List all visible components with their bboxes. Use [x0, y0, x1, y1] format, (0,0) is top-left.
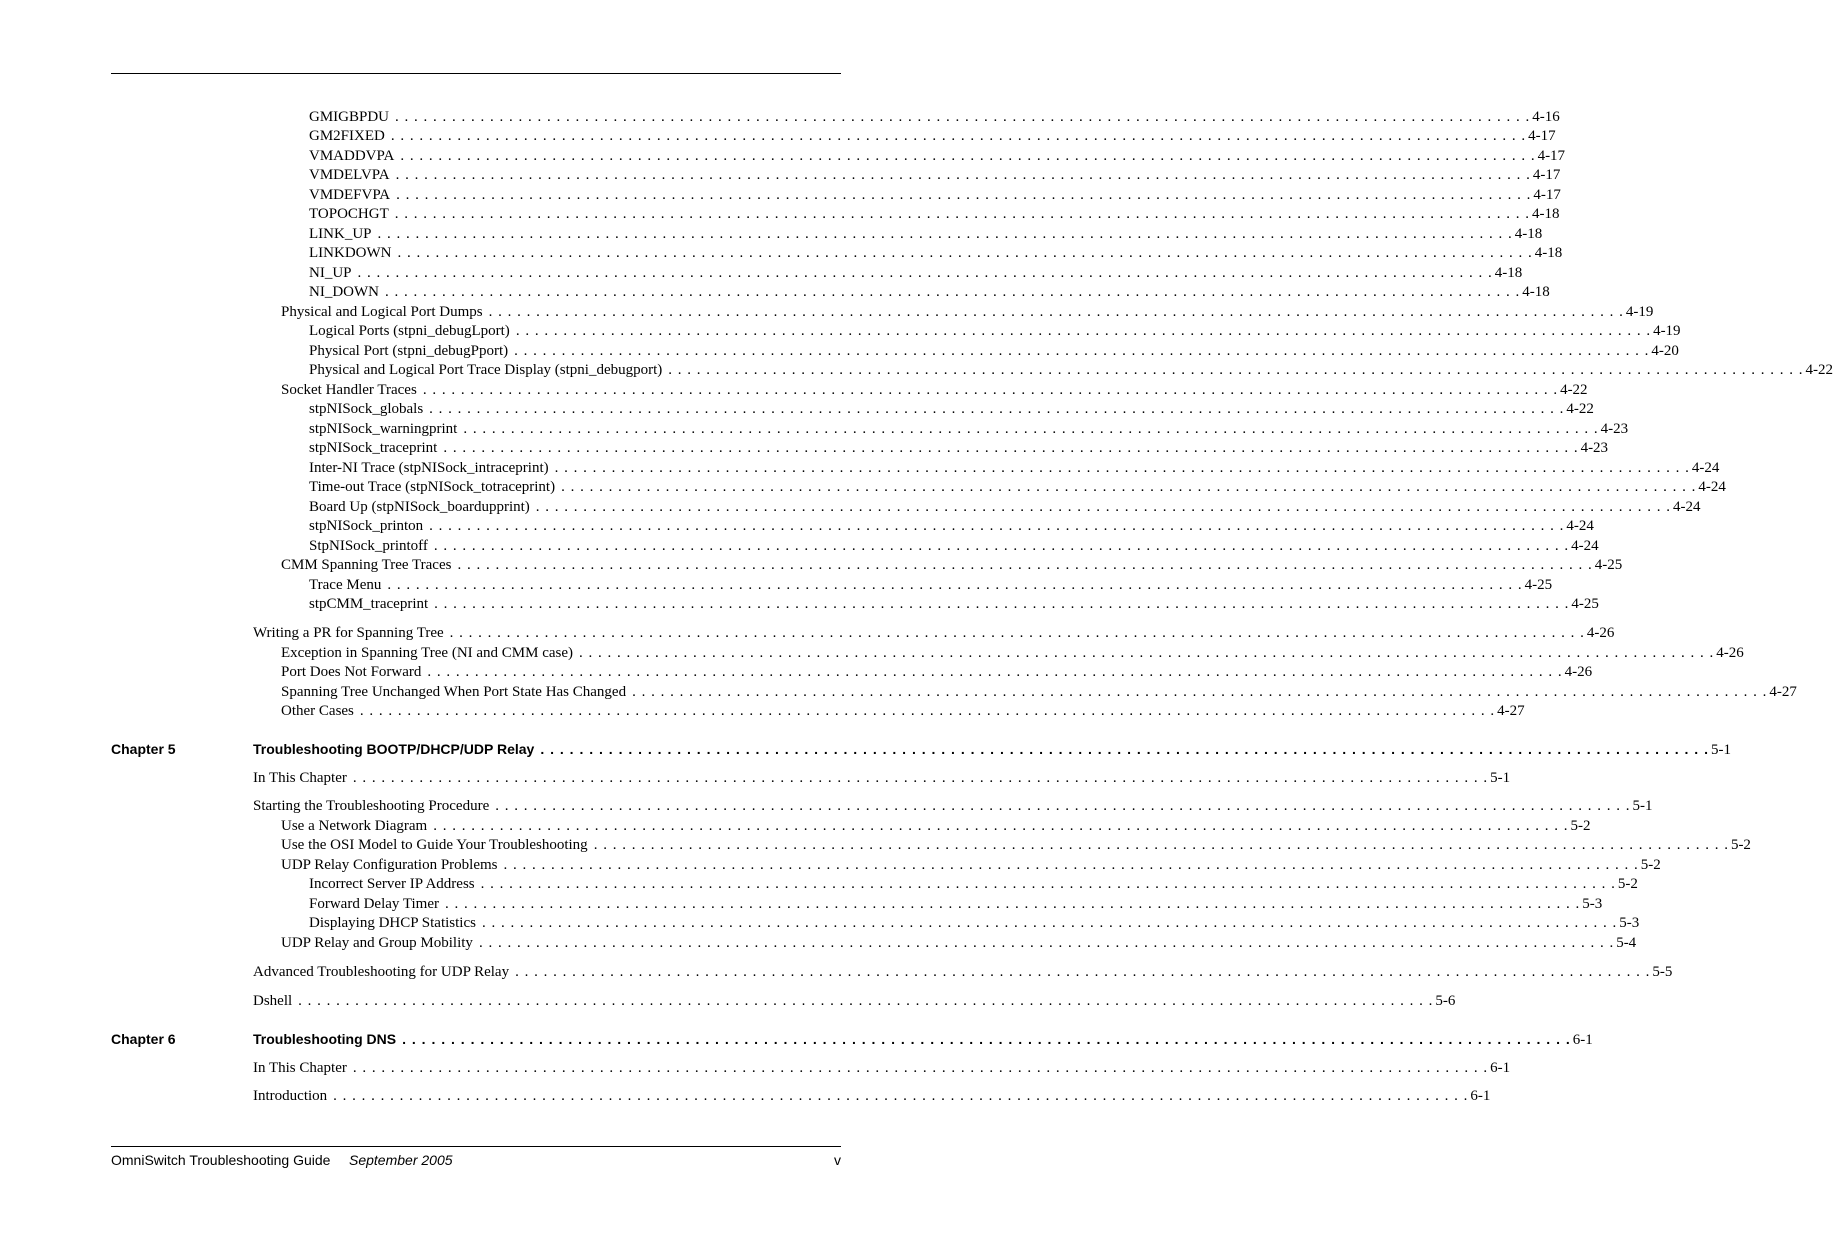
- toc-entry-title: Logical Ports (stpni_debugLport): [309, 323, 510, 339]
- dot-leader: . . . . . . . . . . . . . . . . . . . . . . . . . . . . . . . . . . . . . . . . . . . . . . . . . . . . . . . . . . . . . . . . . . . . . . . . . . . . . . . . . . . . . . . . . . . . . . . . . . . . . . . . . . . . . . . . . . . . . . . .: [481, 915, 1618, 931]
- toc-entry-page: 4-17: [1537, 148, 1566, 164]
- toc-entry[interactable]: [253, 624, 1615, 643]
- toc-entry[interactable]: [309, 914, 1640, 933]
- toc-entry-page: 6-1: [1470, 1088, 1491, 1104]
- toc-entry-title: LINK_UP: [309, 226, 372, 242]
- toc-entry-title: UDP Relay Configuration Problems: [281, 857, 498, 873]
- toc-entry-title: Advanced Troubleshooting for UDP Relay: [253, 964, 510, 980]
- toc-entry[interactable]: [281, 702, 1525, 721]
- dot-leader: . . . . . . . . . . . . . . . . . . . . . . . . . . . . . . . . . . . . . . . . . . . . . . . . . . . . . . . . . . . . . . . . . . . . . . . . . . . . . . . . . . . . . . . . . . . . . . . . . . . . . . . . . . . . . . . . . . . . . . . .: [463, 421, 1599, 437]
- dot-leader: . . . . . . . . . . . . . . . . . . . . . . . . . . . . . . . . . . . . . . . . . . . . . . . . . . . . . . . . . . . . . . . . . . . . . . . . . . . . . . . . . . . . . . . . . . . . . . . . . . . . . . . . . . . . . . . . . . . . . . . .: [445, 896, 1581, 912]
- toc-entry-page: 5-5: [1652, 964, 1673, 980]
- toc-entry-page: 4-18: [1494, 265, 1523, 281]
- toc-entry[interactable]: [253, 797, 1653, 816]
- dot-leader: . . . . . . . . . . . . . . . . . . . . . . . . . . . . . . . . . . . . . . . . . . . . . . . . . . . . . . . . . . . . . . . . . . . . . . . . . . . . . . . . . . . . . . . . . . . . . . . . . . . . . . . . . . . . . . . . . . . . . . . .: [449, 625, 1585, 641]
- toc-entry[interactable]: [309, 244, 1563, 263]
- dot-leader: . . . . . . . . . . . . . . . . . . . . . . . . . . . . . . . . . . . . . . . . . . . . . . . . . . . . . . . . . . . . . . . . . . . . . . . . . . . . . . . . . . . . . . . . . . . . . . . . . . . . . . . . . . . . . . . . . . . . . . . .: [514, 343, 1650, 359]
- toc-entry-page: 4-24: [1673, 499, 1701, 515]
- toc-entry-page: 4-26: [1564, 664, 1593, 680]
- dot-leader: . . . . . . . . . . . . . . . . . . . . . . . . . . . . . . . . . . . . . . . . . . . . . . . . . . . . . . . . . . . . . . . . . . . . . . . . . . . . . . . . . . . . . . . . . . . . . . . . . . . . . . . . . . . . . . . . . . . . . . . .: [434, 596, 1570, 612]
- toc-entry-title: Physical Port (stpni_debugPport): [309, 343, 509, 359]
- footer-rule: [111, 1146, 841, 1147]
- toc-entry-title: stpNISock_traceprint: [309, 440, 438, 456]
- toc-entry-title: LINKDOWN: [309, 245, 392, 261]
- toc-entry-page: 4-20: [1651, 343, 1679, 359]
- dot-leader: . . . . . . . . . . . . . . . . . . . . . . . . . . . . . . . . . . . . . . . . . . . . . . . . . . . . . . . . . . . . . . . . . . . . . . . . . . . . . . . . . . . . . . . . . . . . . . . . . . . . . . . . . . . . . . . . . . . . . . . .: [495, 798, 1631, 814]
- dot-leader: . . . . . . . . . . . . . . . . . . . . . . . . . . . . . . . . . . . . . . . . . . . . . . . . . . . . . . . . . . . . . . . . . . . . . . . . . . . . . . . . . . . . . . . . . . . . . . . . . . . . . . . . . . . . . . . . . . . . . . . .: [429, 518, 1565, 534]
- dot-leader: . . . . . . . . . . . . . . . . . . . . . . . . . . . . . . . . . . . . . . . . . . . . . . . . . . . . . . . . . . . . . . . . . . . . . . . . . . . . . . . . . . . . . . . . . . . . . . . . . . . . . . . . . . . . . . . . . . . . . . . .: [397, 245, 1533, 261]
- toc-entry-title: Time-out Trace (stpNISock_totraceprint): [309, 479, 556, 495]
- toc-entry[interactable]: [281, 644, 1744, 663]
- toc-entry-title: Physical and Logical Port Trace Display (stpni_debugport): [309, 362, 663, 378]
- toc-entry-title: stpNISock_globals: [309, 401, 424, 417]
- dot-leader: . . . . . . . . . . . . . . . . . . . . . . . . . . . . . . . . . . . . . . . . . . . . . . . . . . . . . . . . . . . . . . . . . . . . . . . . . . . . . . . . . . . . . . . . . . . . . . . . . . . . . . . . . . . . . . . . . . . . . . . .: [422, 382, 1559, 398]
- toc-entry-page: 4-24: [1698, 479, 1726, 495]
- toc-entry-title: Use the OSI Model to Guide Your Troubleshooting: [281, 837, 588, 853]
- toc-entry[interactable]: [281, 934, 1637, 953]
- toc-entry-page: 5-6: [1435, 993, 1456, 1009]
- toc-entry-page: 6-1: [1490, 1060, 1511, 1076]
- toc-entry[interactable]: [309, 283, 1550, 302]
- dot-leader: . . . . . . . . . . . . . . . . . . . . . . . . . . . . . . . . . . . . . . . . . . . . . . . . . . . . . . . . . . . . . . . . . . . . . . . . . . . . . . . . . . . . . . . . . . . . . . . . . . . . . . . . . . . . . . . . . . . . . . . .: [377, 226, 1513, 242]
- toc-entry-title: Inter-NI Trace (stpNISock_intraceprint): [309, 460, 549, 476]
- toc-entry-page: 4-24: [1691, 460, 1720, 476]
- dot-leader: . . . . . . . . . . . . . . . . . . . . . . . . . . . . . . . . . . . . . . . . . . . . . . . . . . . . . . . . . . . . . . . . . . . . . . . . . . . . . . . . . . . . . . . . . . . . . . . . . . . . . . . . . . . . . . . . . . . . . . . .: [480, 876, 1616, 892]
- dot-leader: . . . . . . . . . . . . . . . . . . . . . . . . . . . . . . . . . . . . . . . . . . . . . . . . . . . . . . . . . . . . . . . . . . . . . . . . . . . . . . . . . . . . . . . . . . . . . . . . . . . . . . . . . . . . . . . . . . . . . . . .: [387, 577, 1523, 593]
- dot-leader: . . . . . . . . . . . . . . . . . . . . . . . . . . . . . . . . . . . . . . . . . . . . . . . . . . . . . . . . . . . . . . . . . . . . . . . . . . . . . . . . . . . . . . . . . . . . . . . . . . . . . . . . . . . . . . . . . . . . . . . .: [540, 741, 1709, 757]
- dot-leader: . . . . . . . . . . . . . . . . . . . . . . . . . . . . . . . . . . . . . . . . . . . . . . . . . . . . . . . . . . . . . . . . . . . . . . . . . . . . . . . . . . . . . . . . . . . . . . . . . . . . . . . . . . . . . . . . . . . . . . . .: [298, 993, 1434, 1009]
- dot-leader: . . . . . . . . . . . . . . . . . . . . . . . . . . . . . . . . . . . . . . . . . . . . . . . . . . . . . . . . . . . . . . . . . . . . . . . . . . . . . . . . . . . . . . . . . . . . . . . . . . . . . . . . . . . . . . . . . . . . . . . .: [429, 401, 1565, 417]
- footer-date: September 2005: [349, 1152, 453, 1168]
- toc-entry-page: 4-25: [1594, 557, 1623, 573]
- dot-leader: . . . . . . . . . . . . . . . . . . . . . . . . . . . . . . . . . . . . . . . . . . . . . . . . . . . . . . . . . . . . . . . . . . . . . . . . . . . . . . . . . . . . . . . . . . . . . . . . . . . . . . . . . . . . . . . . . . . . . . . .: [535, 499, 1672, 515]
- dot-leader: . . . . . . . . . . . . . . . . . . . . . . . . . . . . . . . . . . . . . . . . . . . . . . . . . . . . . . . . . . . . . . . . . . . . . . . . . . . . . . . . . . . . . . . . . . . . . . . . . . . . . . . . . . . . . . . . . . . . . . . .: [359, 703, 1496, 719]
- toc-entry[interactable]: [281, 663, 1593, 682]
- toc-entry-page: 4-16: [1532, 109, 1560, 125]
- toc-entry-page: 5-2: [1730, 837, 1751, 853]
- toc-entry[interactable]: [281, 683, 1797, 702]
- toc-entry[interactable]: [309, 108, 1560, 127]
- toc-entry[interactable]: [281, 381, 1588, 400]
- toc-entry-page: 4-18: [1522, 284, 1550, 300]
- toc-entry-page: 5-3: [1619, 915, 1640, 931]
- toc-entry-title: TOPOCHGT: [309, 206, 389, 222]
- toc-entry[interactable]: [309, 361, 1833, 380]
- toc-entry-page: 4-19: [1653, 323, 1681, 339]
- toc-entry-title: stpCMM_traceprint: [309, 596, 429, 612]
- toc-entry[interactable]: [281, 817, 1591, 836]
- toc-entry-page: 4-18: [1531, 206, 1560, 222]
- toc-entry-title: Starting the Troubleshooting Procedure: [253, 798, 490, 814]
- toc-entry-title: VMADDVPA: [309, 148, 395, 164]
- toc-entry-page: 4-27: [1497, 703, 1525, 719]
- toc-entry[interactable]: [309, 225, 1543, 244]
- toc-entry[interactable]: [253, 769, 1511, 788]
- toc-entry[interactable]: [253, 992, 1456, 1011]
- toc-entry-title: Introduction: [253, 1088, 328, 1104]
- toc-entry[interactable]: [309, 186, 1561, 205]
- toc-entry-page: 5-2: [1617, 876, 1638, 892]
- toc-entry[interactable]: [309, 420, 1629, 439]
- toc-entry[interactable]: [309, 478, 1726, 497]
- toc-entry[interactable]: [309, 342, 1679, 361]
- toc-entry-page: 5-2: [1640, 857, 1661, 873]
- toc-entry-title: Use a Network Diagram: [281, 818, 428, 834]
- toc-entry-title: Forward Delay Timer: [309, 896, 439, 912]
- dot-leader: . . . . . . . . . . . . . . . . . . . . . . . . . . . . . . . . . . . . . . . . . . . . . . . . . . . . . . . . . . . . . . . . . . . . . . . . . . . . . . . . . . . . . . . . . . . . . . . . . . . . . . . . . . . . . . . . . . . . . . . .: [333, 1088, 1469, 1104]
- toc-entry[interactable]: [309, 875, 1638, 894]
- toc-entry-title: stpNISock_warningprint: [309, 421, 458, 437]
- toc-entry-title: VMDELVPA: [309, 167, 390, 183]
- toc-entry-title: stpNISock_printon: [309, 518, 424, 534]
- toc-entry-page: 4-27: [1769, 684, 1797, 700]
- dot-leader: . . . . . . . . . . . . . . . . . . . . . . . . . . . . . . . . . . . . . . . . . . . . . . . . . . . . . . . . . . . . . . . . . . . . . . . . . . . . . . . . . . . . . . . . . . . . . . . . . . . . . . . . . . . . . . . . . . . . . . . .: [352, 770, 1489, 786]
- toc-entry-title: Dshell: [253, 993, 293, 1009]
- dot-leader: . . . . . . . . . . . . . . . . . . . . . . . . . . . . . . . . . . . . . . . . . . . . . . . . . . . . . . . . . . . . . . . . . . . . . . . . . . . . . . . . . . . . . . . . . . . . . . . . . . . . . . . . . . . . . . . . . . . . . . . .: [443, 440, 1579, 456]
- toc-entry-title: Socket Handler Traces: [281, 382, 417, 398]
- toc-entry[interactable]: [281, 556, 1623, 575]
- toc-entry-title: Writing a PR for Spanning Tree: [253, 625, 444, 641]
- dot-leader: . . . . . . . . . . . . . . . . . . . . . . . . . . . . . . . . . . . . . . . . . . . . . . . . . . . . . . . . . . . . . . . . . . . . . . . . . . . . . . . . . . . . . . . . . . . . . . . . . . . . . . . . . . . . . . . . . . . . . . . .: [515, 964, 1651, 980]
- toc-entry-page: 5-4: [1616, 935, 1637, 951]
- toc-entry-title: NI_DOWN: [309, 284, 379, 300]
- dot-leader: . . . . . . . . . . . . . . . . . . . . . . . . . . . . . . . . . . . . . . . . . . . . . . . . . . . . . . . . . . . . . . . . . . . . . . . . . . . . . . . . . . . . . . . . . . . . . . . . . . . . . . . . . . . . . . . . . . . . . . . .: [427, 664, 1563, 680]
- dot-leader: . . . . . . . . . . . . . . . . . . . . . . . . . . . . . . . . . . . . . . . . . . . . . . . . . . . . . . . . . . . . . . . . . . . . . . . . . . . . . . . . . . . . . . . . . . . . . . . . . . . . . . . . . . . . . . . . . . . . . . . .: [395, 167, 1531, 183]
- toc-entry-title: Troubleshooting DNS: [253, 1031, 397, 1047]
- dot-leader: . . . . . . . . . . . . . . . . . . . . . . . . . . . . . . . . . . . . . . . . . . . . . . . . . . . . . . . . . . . . . . . . . . . . . . . . . . . . . . . . . . . . . . . . . . . . . . . . . . . . . . . . . . . . . . . . . . . . . . . .: [400, 148, 1536, 164]
- toc-entry-page: 4-17: [1528, 128, 1556, 144]
- dot-leader: . . . . . . . . . . . . . . . . . . . . . . . . . . . . . . . . . . . . . . . . . . . . . . . . . . . . . . . . . . . . . . . . . . . . . . . . . . . . . . . . . . . . . . . . . . . . . . . . . . . . . . . . . . . . . . . . . . . . . . . .: [395, 109, 1531, 125]
- toc-entry[interactable]: [309, 576, 1553, 595]
- toc-entry-page: 5-1: [1710, 742, 1731, 758]
- toc-entry-page: 4-26: [1586, 625, 1615, 641]
- toc-entry[interactable]: [309, 537, 1599, 556]
- toc-entry-page: 4-25: [1571, 596, 1599, 612]
- toc-entry-page: 4-24: [1571, 538, 1599, 554]
- toc-entry[interactable]: [281, 303, 1654, 322]
- toc-entry-page: 4-17: [1532, 167, 1561, 183]
- footer-title: OmniSwitch Troubleshooting Guide: [111, 1152, 331, 1168]
- toc-entry-page: 4-22: [1560, 382, 1588, 398]
- dot-leader: . . . . . . . . . . . . . . . . . . . . . . . . . . . . . . . . . . . . . . . . . . . . . . . . . . . . . . . . . . . . . . . . . . . . . . . . . . . . . . . . . . . . . . . . . . . . . . . . . . . . . . . . . . . . . . . . . . . . . . . .: [478, 935, 1615, 951]
- toc-entry[interactable]: [309, 498, 1701, 517]
- toc-entry-title: Physical and Logical Port Dumps: [281, 304, 483, 320]
- toc-entry[interactable]: [309, 517, 1594, 536]
- toc-entry[interactable]: [309, 459, 1720, 478]
- toc-entry[interactable]: [309, 895, 1603, 914]
- toc-entry-title: Spanning Tree Unchanged When Port State Has Changed: [281, 684, 627, 700]
- toc-entry-page: 4-22: [1805, 362, 1833, 378]
- toc-entry-page: 5-1: [1632, 798, 1653, 814]
- toc-entry-title: In This Chapter: [253, 770, 347, 786]
- dot-leader: . . . . . . . . . . . . . . . . . . . . . . . . . . . . . . . . . . . . . . . . . . . . . . . . . . . . . . . . . . . . . . . . . . . . . . . . . . . . . . . . . . . . . . . . . . . . . . . . . . . . . . . . . . . . . . . . . . . . . . . .: [593, 837, 1729, 853]
- toc-entry-page: 4-23: [1600, 421, 1629, 437]
- dot-leader: . . . . . . . . . . . . . . . . . . . . . . . . . . . . . . . . . . . . . . . . . . . . . . . . . . . . . . . . . . . . . . . . . . . . . . . . . . . . . . . . . . . . . . . . . . . . . . . . . . . . . . . . . . . . . . . . . . . . . . . .: [352, 1060, 1489, 1076]
- toc-entry[interactable]: [309, 205, 1560, 224]
- toc-entry-page: 4-23: [1580, 440, 1609, 456]
- footer-page-number: v: [834, 1152, 841, 1168]
- toc-entry-page: 4-17: [1533, 187, 1561, 203]
- dot-leader: . . . . . . . . . . . . . . . . . . . . . . . . . . . . . . . . . . . . . . . . . . . . . . . . . . . . . . . . . . . . . . . . . . . . . . . . . . . . . . . . . . . . . . . . . . . . . . . . . . . . . . . . . . . . . . . . . . . . . . . .: [554, 460, 1690, 476]
- toc-entry-title: Trace Menu: [309, 577, 382, 593]
- toc-entry[interactable]: [281, 836, 1751, 855]
- toc-entry[interactable]: [253, 1087, 1491, 1106]
- toc-entry-title: UDP Relay and Group Mobility: [281, 935, 473, 951]
- dot-leader: . . . . . . . . . . . . . . . . . . . . . . . . . . . . . . . . . . . . . . . . . . . . . . . . . . . . . . . . . . . . . . . . . . . . . . . . . . . . . . . . . . . . . . . . . . . . . . . . . . . . . . . . . . . . . . . . . . . . . . . .: [396, 187, 1532, 203]
- toc-entry-page: 4-18: [1514, 226, 1543, 242]
- toc-entry[interactable]: [309, 147, 1566, 166]
- dot-leader: . . . . . . . . . . . . . . . . . . . . . . . . . . . . . . . . . . . . . . . . . . . . . . . . . . . . . . . . . . . . . . . . . . . . . . . . . . . . . . . . . . . . . . . . . . . . . . . . . . . . . . . . . . . . . . . . . . . . . . . .: [390, 128, 1527, 144]
- toc-entry[interactable]: [309, 439, 1609, 458]
- toc-entry-title: VMDEFVPA: [309, 187, 391, 203]
- toc-entry-page: 4-22: [1566, 401, 1594, 417]
- toc-entry[interactable]: [309, 595, 1599, 614]
- dot-leader: . . . . . . . . . . . . . . . . . . . . . . . . . . . . . . . . . . . . . . . . . . . . . . . . . . . . . . . . . . . . . . . . . . . . . . . . . . . . . . . . . . . . . . . . . . . . . . . . . . . . . . . . . . . . . . . . . . . . . . . .: [632, 684, 1768, 700]
- toc-entry-page: 5-2: [1570, 818, 1591, 834]
- dot-leader: . . . . . . . . . . . . . . . . . . . . . . . . . . . . . . . . . . . . . . . . . . . . . . . . . . . . . . . . . . . . . . . . . . . . . . . . . . . . . . . . . . . . . . . . . . . . . . . . . . . . . . . . . . . . . . . . . . . . . . . .: [515, 323, 1652, 339]
- toc-chapter-entry[interactable]: [253, 740, 1731, 760]
- toc-chapter-entry[interactable]: [253, 1030, 1593, 1050]
- toc-entry-title: NI_UP: [309, 265, 352, 281]
- dot-leader: . . . . . . . . . . . . . . . . . . . . . . . . . . . . . . . . . . . . . . . . . . . . . . . . . . . . . . . . . . . . . . . . . . . . . . . . . . . . . . . . . . . . . . . . . . . . . . . . . . . . . . . . . . . . . . . . . . . . . . . .: [579, 645, 1715, 661]
- dot-leader: . . . . . . . . . . . . . . . . . . . . . . . . . . . . . . . . . . . . . . . . . . . . . . . . . . . . . . . . . . . . . . . . . . . . . . . . . . . . . . . . . . . . . . . . . . . . . . . . . . . . . . . . . . . . . . . . . . . . . . . .: [402, 1031, 1571, 1047]
- dot-leader: . . . . . . . . . . . . . . . . . . . . . . . . . . . . . . . . . . . . . . . . . . . . . . . . . . . . . . . . . . . . . . . . . . . . . . . . . . . . . . . . . . . . . . . . . . . . . . . . . . . . . . . . . . . . . . . . . . . . . . . .: [433, 538, 1570, 554]
- toc-entry-title: StpNISock_printoff: [309, 538, 428, 554]
- dot-leader: . . . . . . . . . . . . . . . . . . . . . . . . . . . . . . . . . . . . . . . . . . . . . . . . . . . . . . . . . . . . . . . . . . . . . . . . . . . . . . . . . . . . . . . . . . . . . . . . . . . . . . . . . . . . . . . . . . . . . . . .: [488, 304, 1624, 320]
- toc-entry[interactable]: [309, 400, 1594, 419]
- toc-entry-title: GM2FIXED: [309, 128, 385, 144]
- dot-leader: . . . . . . . . . . . . . . . . . . . . . . . . . . . . . . . . . . . . . . . . . . . . . . . . . . . . . . . . . . . . . . . . . . . . . . . . . . . . . . . . . . . . . . . . . . . . . . . . . . . . . . . . . . . . . . . . . . . . . . . .: [357, 265, 1493, 281]
- toc-entry-page: 4-18: [1534, 245, 1563, 261]
- toc-entry-title: Incorrect Server IP Address: [309, 876, 475, 892]
- toc-entry-title: CMM Spanning Tree Traces: [281, 557, 452, 573]
- dot-leader: . . . . . . . . . . . . . . . . . . . . . . . . . . . . . . . . . . . . . . . . . . . . . . . . . . . . . . . . . . . . . . . . . . . . . . . . . . . . . . . . . . . . . . . . . . . . . . . . . . . . . . . . . . . . . . . . . . . . . . . .: [503, 857, 1639, 873]
- dot-leader: . . . . . . . . . . . . . . . . . . . . . . . . . . . . . . . . . . . . . . . . . . . . . . . . . . . . . . . . . . . . . . . . . . . . . . . . . . . . . . . . . . . . . . . . . . . . . . . . . . . . . . . . . . . . . . . . . . . . . . . .: [433, 818, 1569, 834]
- toc-entry[interactable]: [309, 127, 1556, 146]
- toc-entry-page: 5-1: [1490, 770, 1511, 786]
- toc-entry-title: Board Up (stpNISock_boardupprint): [309, 499, 530, 515]
- toc-entry-page: 4-25: [1524, 577, 1553, 593]
- toc-entry-title: Displaying DHCP Statistics: [309, 915, 476, 931]
- toc-entry[interactable]: [253, 1059, 1511, 1078]
- toc-entry-page: 4-19: [1625, 304, 1654, 320]
- toc-entry[interactable]: [253, 963, 1673, 982]
- chapter-label: Chapter 6: [111, 1031, 176, 1047]
- toc-entry[interactable]: [309, 166, 1561, 185]
- toc-entry-page: 4-26: [1716, 645, 1744, 661]
- toc-entry-page: 4-24: [1566, 518, 1594, 534]
- dot-leader: . . . . . . . . . . . . . . . . . . . . . . . . . . . . . . . . . . . . . . . . . . . . . . . . . . . . . . . . . . . . . . . . . . . . . . . . . . . . . . . . . . . . . . . . . . . . . . . . . . . . . . . . . . . . . . . . . . . . . . . .: [561, 479, 1697, 495]
- dot-leader: . . . . . . . . . . . . . . . . . . . . . . . . . . . . . . . . . . . . . . . . . . . . . . . . . . . . . . . . . . . . . . . . . . . . . . . . . . . . . . . . . . . . . . . . . . . . . . . . . . . . . . . . . . . . . . . . . . . . . . . .: [668, 362, 1804, 378]
- dot-leader: . . . . . . . . . . . . . . . . . . . . . . . . . . . . . . . . . . . . . . . . . . . . . . . . . . . . . . . . . . . . . . . . . . . . . . . . . . . . . . . . . . . . . . . . . . . . . . . . . . . . . . . . . . . . . . . . . . . . . . . .: [384, 284, 1521, 300]
- toc-entry-title: Other Cases: [281, 703, 354, 719]
- toc-entry-page: 6-1: [1572, 1032, 1593, 1048]
- toc-entry-title: In This Chapter: [253, 1060, 347, 1076]
- toc-entry-title: Exception in Spanning Tree (NI and CMM case): [281, 645, 574, 661]
- toc-entry-title: Port Does Not Forward: [281, 664, 422, 680]
- chapter-label: Chapter 5: [111, 741, 176, 757]
- dot-leader: . . . . . . . . . . . . . . . . . . . . . . . . . . . . . . . . . . . . . . . . . . . . . . . . . . . . . . . . . . . . . . . . . . . . . . . . . . . . . . . . . . . . . . . . . . . . . . . . . . . . . . . . . . . . . . . . . . . . . . . .: [394, 206, 1530, 222]
- toc-entry[interactable]: [309, 322, 1681, 341]
- toc-entry-title: Troubleshooting BOOTP/DHCP/UDP Relay: [253, 741, 535, 757]
- toc-entry[interactable]: [309, 264, 1523, 283]
- dot-leader: . . . . . . . . . . . . . . . . . . . . . . . . . . . . . . . . . . . . . . . . . . . . . . . . . . . . . . . . . . . . . . . . . . . . . . . . . . . . . . . . . . . . . . . . . . . . . . . . . . . . . . . . . . . . . . . . . . . . . . . .: [457, 557, 1593, 573]
- toc-entry-title: GMIGBPDU: [309, 109, 390, 125]
- toc-entry-page: 5-3: [1582, 896, 1603, 912]
- toc-entry[interactable]: [281, 856, 1661, 875]
